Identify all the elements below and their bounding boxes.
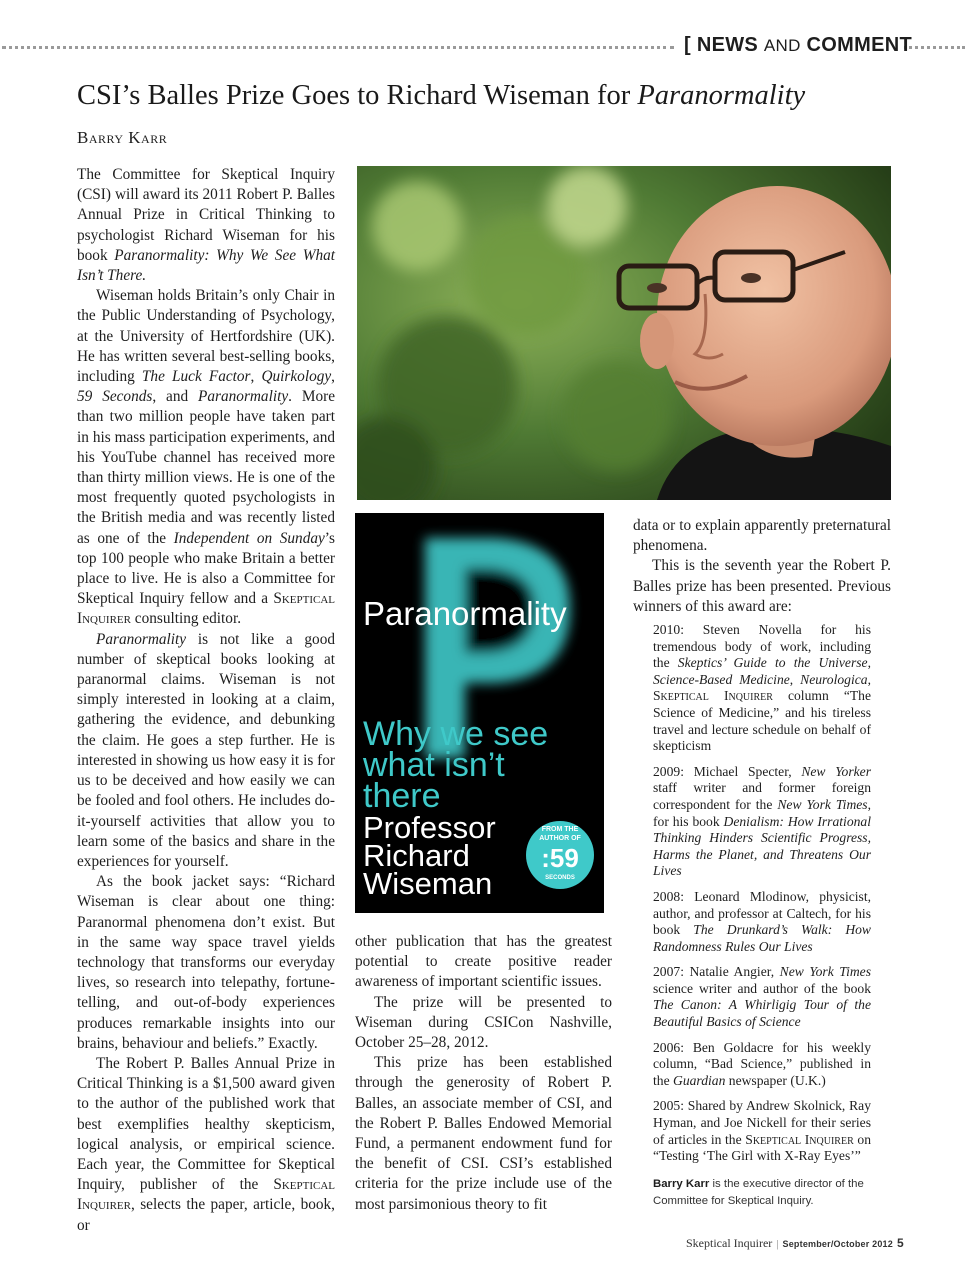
section-comment: COMMENT	[806, 34, 912, 56]
author-bio	[653, 1176, 893, 1210]
section-bracket: [	[684, 34, 691, 56]
cover-title: Paranormality	[363, 595, 567, 632]
footer-magazine: Skeptical Inquirer	[686, 1236, 773, 1250]
cover-badge-number: :59	[541, 843, 579, 873]
cover-author-3: Wiseman	[363, 866, 493, 901]
cover-author-2: Richard	[363, 838, 470, 873]
section-news: NEWS	[696, 34, 759, 56]
col1-paragraph-3: Paranormality is not like a good number of skeptical books looking at paranormal claims. Wiseman is not simply interested in looking at a claim, gathering the evidence, and debunking the claim. He goes a step further. He is interested in showing us how easy it is for us to be deceived and how easily we can be fooled and fool others. He includes do-it-yourself activities that allow you to learn some of the basics and share in the experiences for yourself.	[77, 630, 335, 870]
bio-name: Barry Karr	[653, 1178, 710, 1190]
page-footer	[686, 1236, 904, 1251]
footer-separator: |	[776, 1238, 779, 1250]
cover-badge-line-2: AUTHOR OF	[539, 835, 581, 842]
footer-issue: September/October 2012	[782, 1239, 893, 1249]
headline-text: CSI’s Balles Prize Goes to Richard Wiseman for	[77, 80, 631, 111]
author-photo	[357, 166, 891, 500]
col1-paragraph-2: Wiseman holds Britain’s only Chair in the Public Understanding of Psychology, at the University of Hertfordshire (UK). He has written several best-selling books, including The Luck Factor, Quirkology, 59 Seconds, and Paranormality. More than two million people have taken part in his mass participation experiments, and his YouTube channel has received more than thirty million views. He is one of the most frequently quoted psychologists in the British media and was recently listed as one of the Independent on Sunday’s top 100 people who make Britain a better place to live. He is also a Committee for Skeptical Inquiry fellow and a Skeptical Inquirer consulting editor.	[77, 287, 335, 628]
cover-badge-line-3: SECONDS	[545, 875, 575, 881]
winner-2007: 2007: Natalie Angier, New York Times science writer and author of the book The Canon: A Whirligig Tour of the Beautiful Basics of Science	[653, 964, 871, 1030]
winner-2006: 2006: Ben Goldacre for his weekly column, “Bad Science,” published in the Guardian newspaper (U.K.)	[653, 1039, 871, 1088]
section-and: AND	[763, 36, 801, 55]
book-cover	[355, 513, 604, 913]
bio-text: is the executive director of the Committee for Skeptical Inquiry.	[653, 1178, 864, 1207]
col3-paragraph-2: This is the seventh year the Robert P. Balles prize has been presented. Previous winners of this award are:	[633, 557, 891, 615]
cover-author-1: Professor	[363, 810, 496, 845]
column-2	[355, 932, 612, 1215]
winner-2008: 2008: Leonard Mlodinow, physicist, author, and professor at Caltech, for his book The Drunkard’s Walk: How Randomness Rules Our Lives	[653, 888, 871, 954]
header-rule-left	[2, 46, 674, 49]
col2-paragraph-3: This prize has been established through the generosity of Robert P. Balles, an associate member of CSI, and the Robert P. Balles Endowed Memorial Fund, a permanent endowment fund for the benefit of CSI. CSI’s established criteria for the prize include use of the most parsimonious theory to fit	[355, 1054, 612, 1213]
cover-subtitle-1: Why we see	[363, 715, 549, 753]
col1-paragraph-1: The Committee for Skeptical Inquiry (CSI) will award its 2011 Robert P. Balles Annual Prize in Critical Thinking to psychologist Richard Wiseman for his book Paranormality: Why We See What Isn’t There.	[77, 166, 335, 285]
author-photo-illustration	[357, 166, 891, 500]
winner-2005: 2005: Shared by Andrew Skolnick, Ray Hyman, and Joe Nickell for their series of articles in the Skeptical Inquirer on “Testing ‘The Girl with X-Ray Eyes’”	[653, 1098, 871, 1164]
col3-paragraph-1: data or to explain apparently preternatural phenomena.	[633, 517, 891, 555]
column-3	[633, 516, 891, 617]
section-tag	[684, 34, 912, 57]
book-cover-illustration	[355, 513, 604, 913]
headline	[77, 80, 805, 112]
col2-paragraph-1: other publication that has the greatest potential to create positive reader awareness of important scientific issues.	[355, 933, 612, 991]
cover-subtitle-3: there	[363, 777, 441, 815]
column-1	[77, 165, 335, 1236]
col2-paragraph-2: The prize will be presented to Wiseman during CSICon Nashville, October 25–28, 2012.	[355, 993, 612, 1052]
header-rule-right	[904, 46, 965, 49]
cover-badge-line-1: FROM THE	[541, 826, 579, 833]
winners-list	[653, 622, 871, 1174]
col1-paragraph-5: The Robert P. Balles Annual Prize in Critical Thinking is a $1,500 award given to the author of the published work that best exemplifies healthy skepticism, logical analysis, or empirical science. Each year, the Committee for Skeptical Inquiry, publisher of the Skeptical Inquirer, selects the paper, article, book, or	[77, 1054, 335, 1234]
page-number: 5	[896, 1236, 904, 1250]
winner-2010: 2010: Steven Novella for his tremendous body of work, including the Skeptics’ Guide to the Universe, Science-Based Medicine, Neurologica, Skeptical Inquirer column “The Science of Medicine,” and his tireless travel and lecture schedule on behalf of skepticism	[653, 622, 871, 754]
byline: Barry Karr	[77, 128, 168, 147]
col1-paragraph-4: As the book jacket says: “Richard Wiseman is clear about one thing: Paranormal phenomena don’t exist. But in the same way space travel yields technology that transforms our everyday lives, so research into telepathy, fortune-telling, and out-of-body experiences produces remarkable insights into our brains, behaviour and beliefs.” Exactly.	[77, 873, 335, 1052]
winner-2009: 2009: Michael Specter, New Yorker staff writer and former foreign correspondent for the New York Times, for his book Denialism: How Irrational Thinking Hinders Scientific Progress, Harms the Planet, and Threatens Our Lives	[653, 763, 871, 879]
cover-subtitle-2: what isn’t	[363, 746, 505, 784]
headline-italic: Paranormality	[637, 80, 806, 111]
